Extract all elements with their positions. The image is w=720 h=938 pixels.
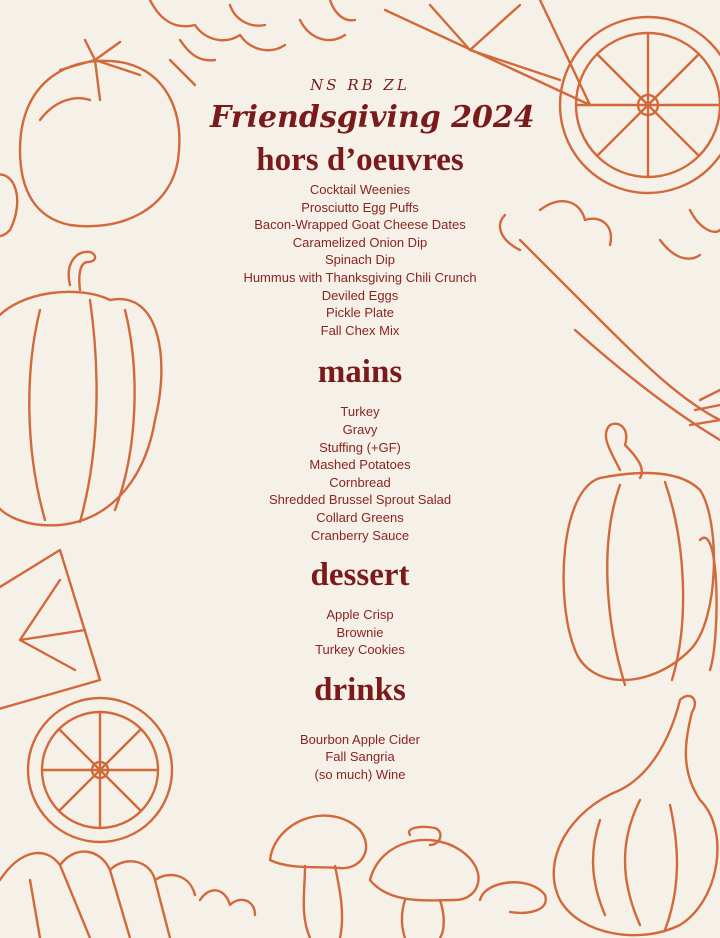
menu-item: Turkey Cookies bbox=[315, 642, 405, 658]
menu-item: Gravy bbox=[342, 421, 378, 437]
orange-slice-illustration bbox=[0, 550, 172, 842]
section-hors-doeuvres bbox=[210, 141, 510, 339]
menu-item: Apple Crisp bbox=[326, 607, 394, 623]
menu-list bbox=[210, 606, 510, 659]
parsley-illustration bbox=[0, 852, 255, 938]
menu-item: Stuffing (+GF) bbox=[319, 439, 401, 455]
section-heading: drinks bbox=[314, 671, 406, 708]
menu-list bbox=[210, 403, 510, 544]
menu-item: (so much) Wine bbox=[314, 767, 406, 783]
menu-item: Cranberry Sauce bbox=[310, 527, 410, 543]
section-heading: dessert bbox=[310, 557, 410, 594]
menu-item: Brownie bbox=[336, 624, 384, 640]
menu-content bbox=[210, 76, 535, 784]
menu-item: Shredded Brussel Sprout Salad bbox=[268, 492, 452, 508]
menu-item: Cornbread bbox=[329, 474, 391, 490]
section-heading: hors d’oeuvres bbox=[256, 142, 464, 178]
menu-item: Cocktail Weenies bbox=[309, 182, 411, 197]
celery-illustration bbox=[500, 201, 720, 440]
section-dessert bbox=[210, 556, 510, 659]
menu-item: Caramelized Onion Dip bbox=[292, 234, 428, 250]
menu-item: Fall Chex Mix bbox=[320, 322, 400, 338]
menu-item: Fall Sangria bbox=[325, 749, 395, 765]
pumpkin-illustration bbox=[0, 252, 161, 526]
menu-item: Bourbon Apple Cider bbox=[300, 731, 420, 747]
menu-item: Pickle Plate bbox=[326, 305, 394, 321]
garlic-illustration bbox=[554, 696, 718, 935]
menu-list bbox=[210, 731, 510, 784]
menu-item: Hummus with Thanksgiving Chili Crunch bbox=[243, 269, 477, 285]
section-heading: mains bbox=[317, 354, 403, 391]
pumpkin-illustration bbox=[564, 424, 717, 685]
menu-item: Turkey bbox=[340, 404, 380, 420]
tomato-illustration bbox=[0, 40, 179, 236]
menu-item: Deviled Eggs bbox=[321, 287, 399, 303]
menu-item: Prosciutto Egg Puffs bbox=[301, 199, 419, 215]
page-title: Friendsgiving 2024 bbox=[210, 100, 535, 135]
menu-item: Spinach Dip bbox=[324, 252, 396, 268]
menu-item: Collard Greens bbox=[316, 509, 404, 525]
section-mains bbox=[210, 353, 510, 544]
section-drinks bbox=[210, 671, 510, 784]
parsley-illustration bbox=[150, 0, 355, 85]
host-initials: NS RB ZL bbox=[310, 76, 410, 94]
menu-item: Mashed Potatoes bbox=[309, 457, 411, 473]
mushroom-illustration bbox=[270, 816, 546, 938]
menu-list bbox=[210, 181, 510, 339]
menu-item: Bacon-Wrapped Goat Cheese Dates bbox=[254, 217, 466, 233]
